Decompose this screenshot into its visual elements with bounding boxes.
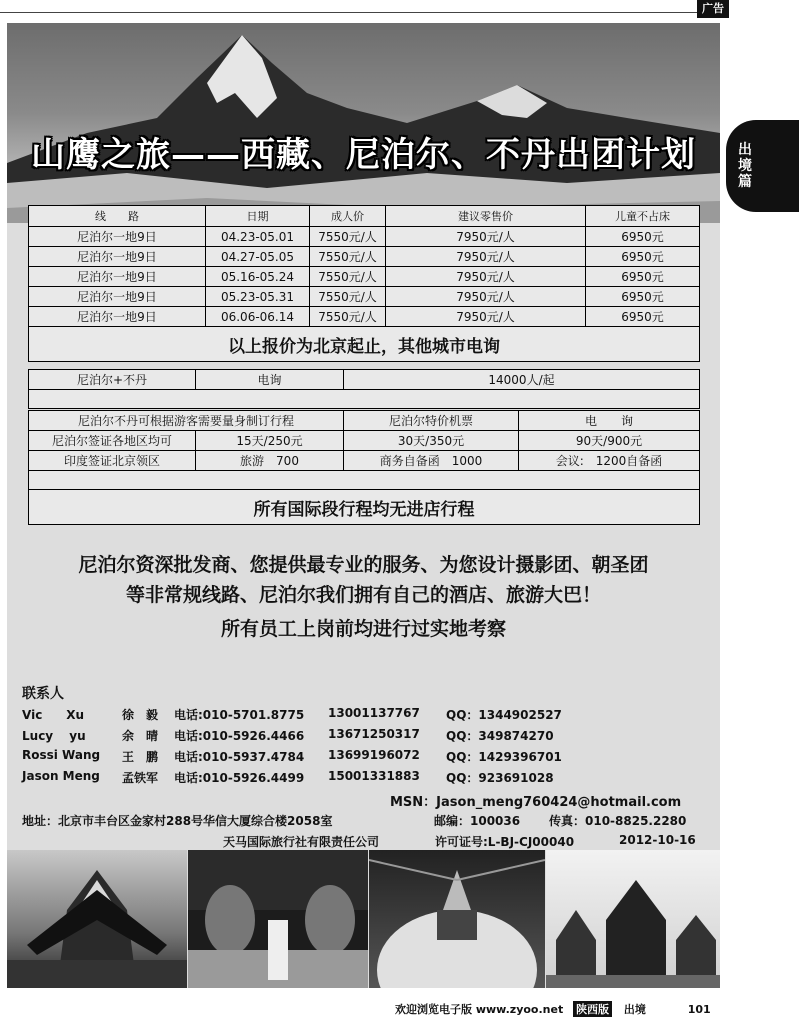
route-cell: 尼泊尔一地9日 — [29, 247, 206, 267]
price-table-header — [29, 206, 700, 227]
side-tab-label: 出境篇 — [738, 142, 752, 190]
section-side-tab — [726, 120, 799, 212]
contact-mobile: 13671250317 — [328, 727, 420, 741]
visa-30-days: 30天/350元 — [344, 431, 519, 451]
contact-cn-name: 孟铁军 — [122, 771, 159, 785]
child-price-cell: 6950元 — [586, 287, 700, 307]
footer-site: 欢迎浏览电子版 www.zyoo.net — [395, 1003, 564, 1016]
contact-cn-name: 余 晴 — [122, 729, 159, 743]
contact-en-name: Jason Meng — [22, 769, 100, 783]
top-rule — [0, 12, 728, 13]
msn-contact: MSN：Jason_meng760424@hotmail.com — [390, 795, 682, 810]
nepal-visa-label: 尼泊尔签证各地区均可 — [29, 431, 196, 451]
photo-strip — [7, 850, 720, 988]
advertisement — [7, 23, 720, 988]
date-cell: 04.23-05.01 — [206, 227, 310, 247]
header-date: 日期 — [206, 206, 310, 227]
contact-mobile: 13001137767 — [328, 706, 420, 720]
india-visa-label: 印度签证北京领区 — [29, 451, 196, 471]
table-row — [29, 227, 700, 247]
banner-title: 山鹰之旅——西藏、尼泊尔、不丹出团计划 — [31, 135, 696, 175]
date-cell: 05.23-05.31 — [206, 287, 310, 307]
bodhnath-stupa-photo — [369, 850, 545, 988]
page-footer — [395, 1001, 711, 1017]
contacts-heading: 联系人 — [22, 686, 64, 702]
price-note-row — [29, 327, 700, 362]
header-adult-price: 成人价 — [310, 206, 386, 227]
bhutan-price: 14000人/起 — [344, 370, 700, 390]
bhutan-row — [29, 370, 700, 390]
contact-qq: QQ：1429396701 — [446, 750, 562, 764]
visa-15-days: 15天/250元 — [196, 431, 344, 451]
retail-price-cell: 7950元/人 — [386, 247, 586, 267]
contact-en-name: Vic Xu — [22, 708, 85, 722]
temple-guardians-photo — [188, 850, 368, 988]
route-cell: 尼泊尔一地9日 — [29, 287, 206, 307]
inquiry-cell: 电 询 — [519, 411, 700, 431]
mountain-banner — [7, 23, 720, 223]
date-cell: 05.16-05.24 — [206, 267, 310, 287]
visa-90-days: 90天/900元 — [519, 431, 700, 451]
price-note: 以上报价为北京起止，其他城市电询 — [29, 327, 700, 362]
date-cell: 06.06-06.14 — [206, 307, 310, 327]
spacer-row — [29, 471, 700, 490]
contact-en-name: Lucy yu — [22, 729, 86, 743]
ad-label: 广告 — [697, 0, 729, 18]
india-visa-tourist: 旅游 700 — [196, 451, 344, 471]
contact-phone: 电话:010-5926.4466 — [174, 729, 305, 743]
retail-price-cell: 7950元/人 — [386, 287, 586, 307]
table-row — [29, 307, 700, 327]
adult-price-cell: 7550元/人 — [310, 287, 386, 307]
page-number: 101 — [687, 1003, 711, 1016]
route-cell: 尼泊尔一地9日 — [29, 267, 206, 287]
adult-price-cell: 7550元/人 — [310, 307, 386, 327]
promo-line-1: 尼泊尔资深批发商、您提供最专业的服务、为您设计摄影团、朝圣团 — [78, 554, 649, 576]
bhutan-route: 尼泊尔+不丹 — [29, 370, 196, 390]
route-cell: 尼泊尔一地9日 — [29, 227, 206, 247]
fax: 传真：010-8825.2280 — [549, 814, 687, 828]
no-shopping-note: 所有国际段行程均无进店行程 — [29, 490, 700, 525]
address: 地址：北京市丰台区金家村288号华信大厦综合楼2058室 — [22, 814, 333, 828]
no-shopping-row — [29, 490, 700, 525]
india-visa-business: 商务自备函 1000 — [344, 451, 519, 471]
table-row — [29, 287, 700, 307]
child-price-cell: 6950元 — [586, 227, 700, 247]
visa-row — [29, 431, 700, 451]
custom-itinerary-cell: 尼泊尔不丹可根据游客需要量身制订行程 — [29, 411, 344, 431]
company-name: 天马国际旅行社有限责任公司 — [223, 835, 380, 849]
child-price-cell: 6950元 — [586, 247, 700, 267]
header-route: 线 路 — [29, 206, 206, 227]
price-table — [28, 205, 700, 362]
bhutan-table — [28, 369, 700, 409]
stupa-photo — [7, 850, 187, 988]
route-cell: 尼泊尔一地9日 — [29, 307, 206, 327]
air-ticket-cell: 尼泊尔特价机票 — [344, 411, 519, 431]
child-price-cell: 6950元 — [586, 267, 700, 287]
contact-phone: 电话:010-5937.4784 — [174, 750, 305, 764]
contact-phone: 电话:010-5701.8775 — [174, 708, 305, 722]
postcode: 邮编：100036 — [434, 814, 521, 828]
contact-phone: 电话:010-5926.4499 — [174, 771, 305, 785]
contact-qq: QQ：349874270 — [446, 729, 554, 743]
promo-line-2: 等非常规线路、尼泊尔我们拥有自己的酒店、旅游大巴！ — [125, 584, 601, 606]
contact-cn-name: 王 鹏 — [122, 750, 159, 764]
contact-qq: QQ：1344902527 — [446, 708, 562, 722]
license-number: 许可证号:L-BJ-CJ00040 — [435, 835, 575, 849]
child-price-cell: 6950元 — [586, 307, 700, 327]
contact-mobile: 13699196072 — [328, 748, 420, 762]
services-table — [28, 410, 700, 525]
date-cell: 04.27-05.05 — [206, 247, 310, 267]
contact-en-name: Rossi Wang — [22, 748, 101, 762]
spacer-row — [29, 390, 700, 409]
retail-price-cell: 7950元/人 — [386, 307, 586, 327]
contact-cn-name: 徐 毅 — [122, 708, 159, 722]
retail-price-cell: 7950元/人 — [386, 227, 586, 247]
durbar-square-photo — [546, 850, 720, 988]
contact-mobile: 15001331883 — [328, 769, 420, 783]
retail-price-cell: 7950元/人 — [386, 267, 586, 287]
adult-price-cell: 7550元/人 — [310, 227, 386, 247]
issue-date: 2012-10-16 — [619, 833, 696, 847]
table-row — [29, 267, 700, 287]
india-visa-row — [29, 451, 700, 471]
india-visa-conference: 会议: 1200自备函 — [519, 451, 700, 471]
mountain-image — [7, 23, 720, 223]
adult-price-cell: 7550元/人 — [310, 267, 386, 287]
footer-badge: 陕西版 — [573, 1001, 612, 1017]
adult-price-cell: 7550元/人 — [310, 247, 386, 267]
header-retail-price: 建议零售价 — [386, 206, 586, 227]
promo-line-3: 所有员工上岗前均进行过实地考察 — [220, 618, 506, 640]
services-row — [29, 411, 700, 431]
header-child-price: 儿童不占床 — [586, 206, 700, 227]
contact-qq: QQ：923691028 — [446, 771, 554, 785]
table-row — [29, 247, 700, 267]
bhutan-date: 电询 — [196, 370, 344, 390]
footer-section: 出境 — [623, 1003, 646, 1016]
